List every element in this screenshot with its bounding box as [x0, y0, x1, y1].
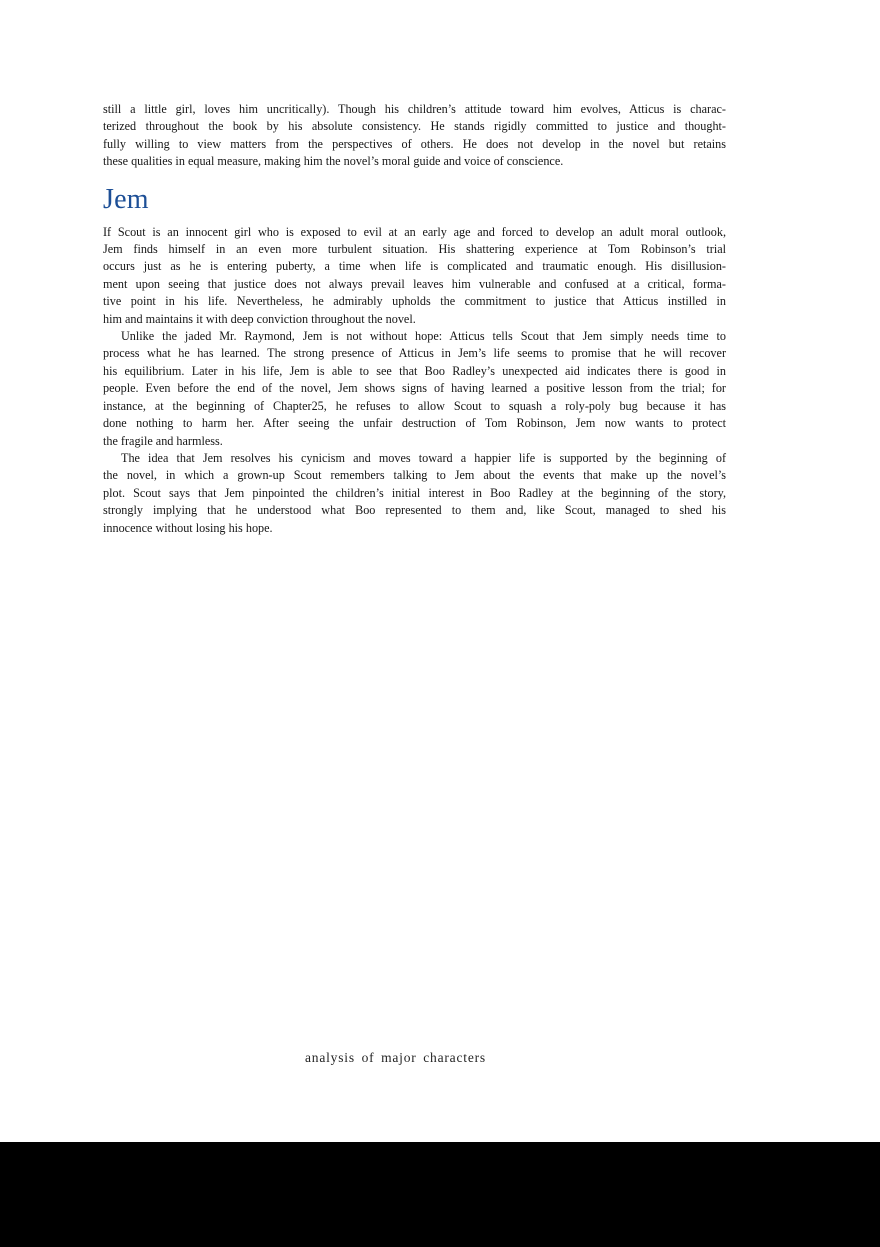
text-line: his equilibrium. Later in his life, Jem is able to see that Boo Radley’s unexpected aid indicates there is good in: [103, 363, 726, 378]
text-line: the novel, in which a grown-up Scout remembers talking to Jem about the events that make up the novel’s: [103, 468, 726, 483]
text-line: The idea that Jem resolves his cynicism and moves toward a happier life is supported by the beginning of: [121, 450, 726, 465]
text-line: tive point in his life. Nevertheless, he admirably upholds the commitment to justice that Atticus instilled in: [103, 294, 726, 309]
text-line: done nothing to harm her. After seeing the unfair destruction of Tom Robinson, Jem now wants to protect: [103, 416, 726, 431]
page-footer: analysis of major characters: [305, 1050, 486, 1065]
bottom-black-bar: [0, 1142, 880, 1247]
text-line: these qualities in equal measure, making him the novel’s moral guide and voice of conscience.: [103, 154, 564, 169]
text-line: ment upon seeing that justice does not always prevail leaves him vulnerable and confused at a critical, forma-: [103, 276, 726, 291]
text-line: process what he has learned. The strong presence of Atticus in Jem’s life seems to promise that he will recover: [103, 346, 726, 361]
text-line: the fragile and harmless.: [103, 433, 223, 448]
paragraph-jem-1: [103, 224, 726, 328]
paragraph-jem-3: [103, 450, 726, 537]
text-line: him and maintains it with deep conviction throughout the novel.: [103, 311, 416, 326]
text-line: strongly implying that he understood what Boo represented to them and, like Scout, managed to shed his: [103, 503, 726, 518]
text-line: still a little girl, loves him uncritically). Though his children’s attitude toward him evolves, Atticus is charac-: [103, 102, 726, 116]
text-line: people. Even before the end of the novel, Jem shows signs of having learned a positive lesson from the trial; for: [103, 381, 726, 396]
text-line: instance, at the beginning of Chapter25, he refuses to allow Scout to squash a roly-poly bug because it has: [103, 398, 726, 413]
paragraph-jem-2: [103, 328, 726, 450]
section-heading-jem: Jem: [103, 183, 149, 215]
text-line: innocence without losing his hope.: [103, 520, 273, 535]
text-line: Unlike the jaded Mr. Raymond, Jem is not without hope: Atticus tells Scout that Jem simply needs time to: [121, 329, 726, 344]
text-line: plot. Scout says that Jem pinpointed the children’s initial interest in Boo Radley at the beginning of the story,: [103, 485, 726, 500]
text-line: fully willing to view matters from the perspectives of others. He does not develop in the novel but retains: [103, 136, 726, 151]
paragraph-atticus-continuation: [103, 101, 726, 171]
text-line: terized throughout the book by his absolute consistency. He stands rigidly committed to justice and thought-: [103, 119, 726, 134]
text-column: [103, 101, 726, 537]
text-line: occurs just as he is entering puberty, a time when life is complicated and traumatic enough. His disillusion-: [103, 259, 726, 274]
text-line: If Scout is an innocent girl who is exposed to evil at an early age and forced to develop an adult moral outlook,: [103, 224, 726, 239]
text-line: Jem finds himself in an even more turbulent situation. His shattering experience at Tom Robinson’s trial: [103, 242, 726, 257]
